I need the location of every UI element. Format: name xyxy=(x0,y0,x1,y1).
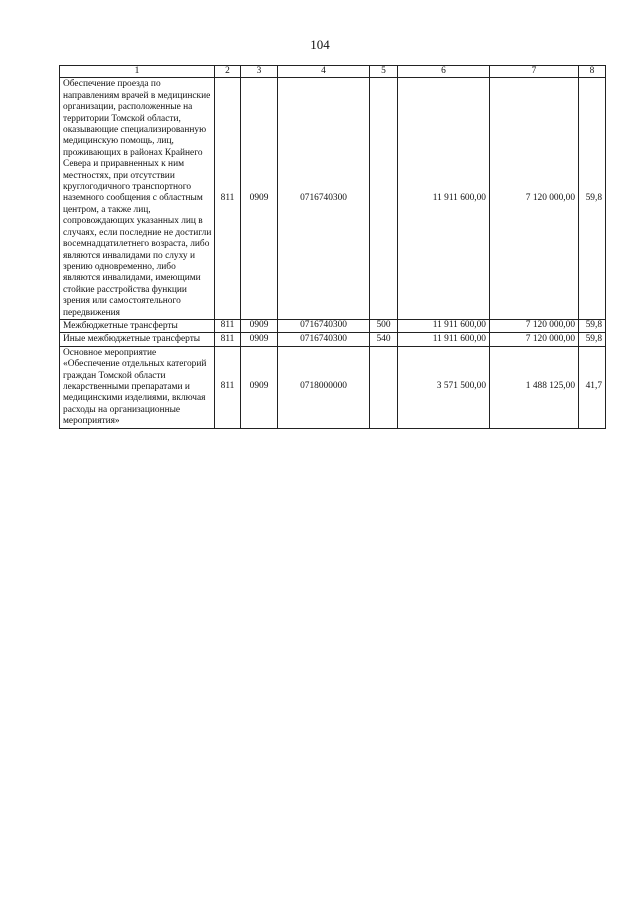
row-percent: 59,8 xyxy=(579,333,606,346)
row-plan-amount: 11 911 600,00 xyxy=(398,78,490,320)
row-admin-code: 811 xyxy=(215,319,241,332)
row-target-code: 0716740300 xyxy=(278,333,370,346)
col-header-7: 7 xyxy=(490,66,579,78)
row-actual-amount: 7 120 000,00 xyxy=(490,333,579,346)
row-name: Иные межбюджетные трансферты xyxy=(60,333,215,346)
row-target-code: 0718000000 xyxy=(278,346,370,428)
row-name: Обеспечение проезда по направлениям врачей в медицинские организации, расположенные на территории Томской области, оказывающие специализированную медицинскую помощь, лиц, проживающих в районах Крайнего Севера и приравненных к ним местностях, при отсутствии круглогодичного транспортного наземного сообщения с областным центром, а также лиц, сопровождающих указанных лиц в случаях, если последние не достигли восемнадцатилетнего возраста, либо являются инвалидами по слуху и зрению одновременно, либо являются инвалидами, имеющими стойкие расстройства функции зрения или самостоятельного передвижения xyxy=(60,78,215,320)
row-section-code: 0909 xyxy=(241,333,278,346)
col-header-4: 4 xyxy=(278,66,370,78)
row-plan-amount: 3 571 500,00 xyxy=(398,346,490,428)
row-admin-code: 811 xyxy=(215,346,241,428)
row-name: Межбюджетные трансферты xyxy=(60,319,215,332)
row-expense-type: 500 xyxy=(370,319,398,332)
row-section-code: 0909 xyxy=(241,346,278,428)
row-section-code: 0909 xyxy=(241,78,278,320)
table-row xyxy=(60,333,606,346)
row-actual-amount: 1 488 125,00 xyxy=(490,346,579,428)
row-target-code: 0716740300 xyxy=(278,319,370,332)
row-section-code: 0909 xyxy=(241,319,278,332)
budget-table xyxy=(59,65,606,429)
row-percent: 59,8 xyxy=(579,78,606,320)
row-percent: 59,8 xyxy=(579,319,606,332)
table-row xyxy=(60,319,606,332)
col-header-3: 3 xyxy=(241,66,278,78)
row-actual-amount: 7 120 000,00 xyxy=(490,78,579,320)
row-admin-code: 811 xyxy=(215,333,241,346)
col-header-8: 8 xyxy=(579,66,606,78)
col-header-6: 6 xyxy=(398,66,490,78)
row-actual-amount: 7 120 000,00 xyxy=(490,319,579,332)
row-plan-amount: 11 911 600,00 xyxy=(398,319,490,332)
col-header-1: 1 xyxy=(60,66,215,78)
row-percent: 41,7 xyxy=(579,346,606,428)
row-plan-amount: 11 911 600,00 xyxy=(398,333,490,346)
row-name: Основное мероприятие «Обеспечение отдельных категорий граждан Томской области лекарственными препаратами и медицинскими изделиями, включая расходы на организационные мероприятия» xyxy=(60,346,215,428)
row-admin-code: 811 xyxy=(215,78,241,320)
row-target-code: 0716740300 xyxy=(278,78,370,320)
row-expense-type: 540 xyxy=(370,333,398,346)
col-header-2: 2 xyxy=(215,66,241,78)
page-number: 104 xyxy=(310,37,330,52)
col-header-5: 5 xyxy=(370,66,398,78)
row-expense-type xyxy=(370,346,398,428)
table-row xyxy=(60,78,606,320)
table-row xyxy=(60,346,606,428)
row-expense-type xyxy=(370,78,398,320)
header-row xyxy=(60,66,606,78)
